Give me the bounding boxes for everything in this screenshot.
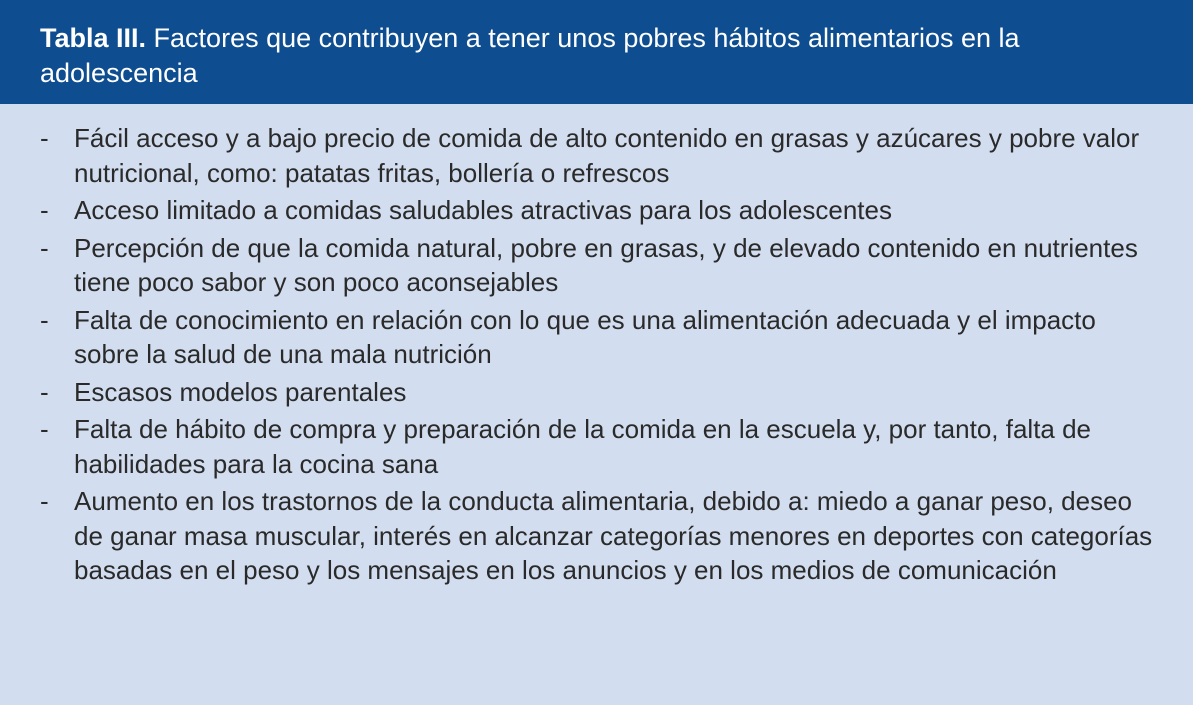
- list-item-text: Percepción de que la comida natural, pobre en grasas, y de elevado contenido en nutrientes tiene poco sabor y son poco aconsejables: [74, 232, 1138, 297]
- list-item: [40, 303, 1153, 372]
- list-item: [40, 231, 1153, 300]
- bullet-dash: -: [40, 232, 49, 263]
- bullet-dash: -: [40, 414, 49, 444]
- bullet-dash: -: [40, 304, 49, 335]
- list-item: [40, 375, 1153, 410]
- factors-list: [0, 104, 1193, 588]
- list-item-text: Acceso limitado a comidas saludables atractivas para los adolescentes: [74, 195, 892, 225]
- list-item-text: Escasos modelos parentales: [74, 376, 407, 407]
- bullet-dash: -: [40, 486, 49, 516]
- list-item: [40, 412, 1153, 481]
- list-item-text: Falta de hábito de compra y preparación de la comida en la escuela y, por tanto, falta de habilidades para la cocina sana: [74, 414, 1092, 479]
- table-title: Factores que contribuyen a tener unos pobres hábitos alimentarios en la adolescencia: [40, 23, 1020, 88]
- list-item: [40, 484, 1153, 588]
- list-item-text: Falta de conocimiento en relación con lo que es una alimentación adecuada y el impacto sobre la salud de una mala nutrición: [74, 304, 1096, 369]
- bullet-dash: -: [40, 123, 49, 153]
- table-number-label: Tabla III.: [40, 23, 147, 53]
- list-item: [40, 121, 1153, 190]
- list-item-text: Fácil acceso y a bajo precio de comida de alto contenido en grasas y azúcares y pobre valor nutricional, como: patatas fritas, bollería o refrescos: [74, 123, 1140, 188]
- table-header: [0, 0, 1193, 104]
- bullet-dash: -: [40, 195, 49, 225]
- bullet-dash: -: [40, 376, 49, 407]
- list-item: [40, 193, 1153, 228]
- list-item-text: Aumento en los trastornos de la conducta alimentaria, debido a: miedo a ganar peso, deseo de ganar masa muscular, interés en alcanzar categorías menores en deportes con categorías basadas en el peso y los mensajes en los anuncios y en los medios de comunicación: [74, 486, 1153, 585]
